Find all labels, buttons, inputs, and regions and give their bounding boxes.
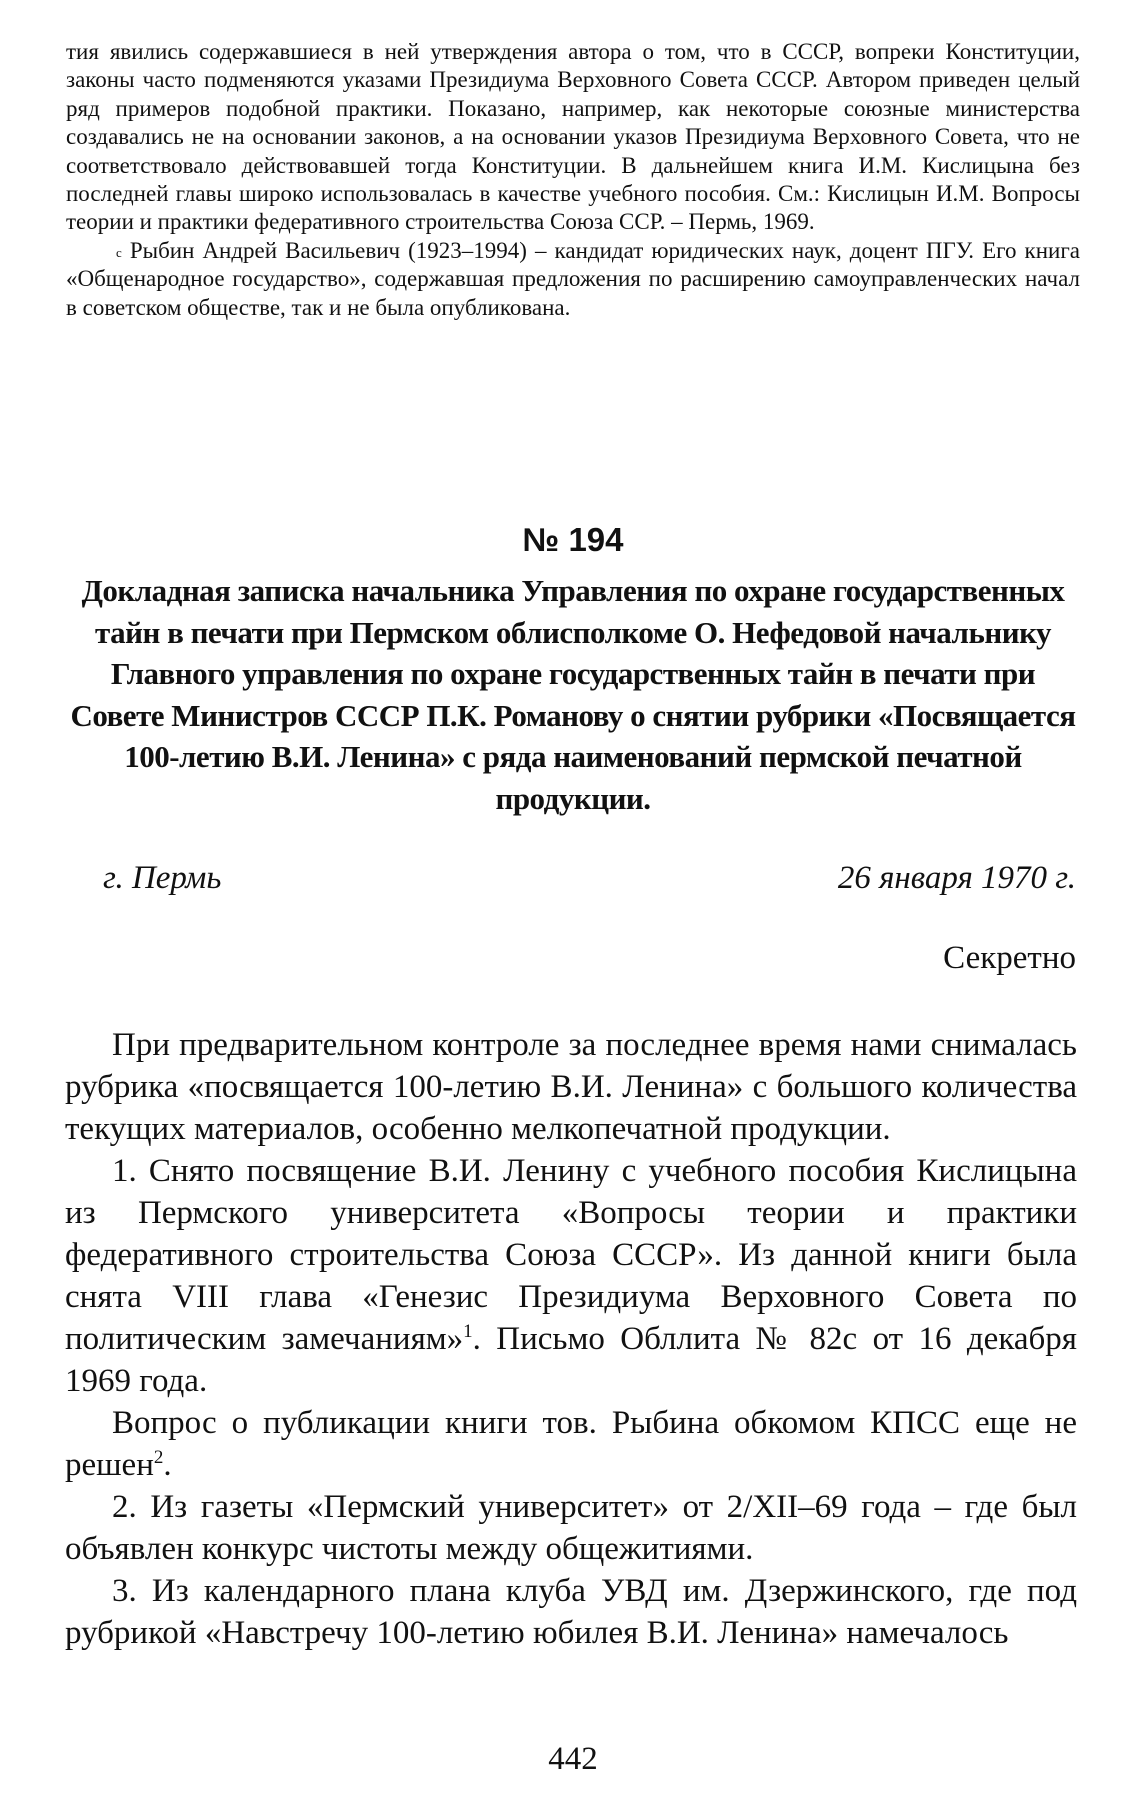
document-date: 26 января 1970 г.	[837, 860, 1076, 896]
document-place: г. Пермь	[103, 860, 222, 896]
footnote-ref-1: 1	[463, 1321, 473, 1342]
body-paragraph-2-text: 1. Снято посвящение В.И. Ленину с учебного пособия Кислицына из Пермского университета «Вопросы теории и практики федеративного строительства Союза СССР». Из данной книги была снята VIII глава «Генезис Президиума Верховного Совета по политическим замечаниям»	[65, 1153, 1077, 1357]
secrecy-stamp: Секретно	[943, 940, 1076, 976]
body-paragraph-4: 2. Из газеты «Пермский университет» от 2/XII–69 года – где был объявлен конкурс чистоты между общежитиями.	[65, 1489, 1077, 1567]
footnotes-block	[66, 38, 1080, 322]
document-body	[65, 1024, 1077, 1654]
document-number: № 194	[522, 521, 624, 558]
body-paragraph-3	[65, 1402, 1077, 1486]
page-number: 442	[548, 1741, 598, 1777]
body-paragraph-1: При предварительном контроле за последнее время нами снималась рубрика «посвящается 100-летию В.И. Ленина» с большого количества текущих материалов, особенно мелкопечатной продукции.	[65, 1027, 1077, 1147]
body-paragraph-2-tail: . Письмо Обллита № 82с от 16 декабря 1969 года.	[65, 1321, 1077, 1399]
footnote-c-text: Рыбин Андрей Васильевич (1923–1994) – кандидат юридических наук, доцент ПГУ. Его книга «Общенародное государство», содержавшая предложения по расширению самоуправленческих начал в советском обществе, так и не была опубликована.	[66, 237, 1080, 320]
footnote-c	[66, 237, 1080, 322]
body-paragraph-3-text: Вопрос о публикации книги тов. Рыбина обкомом КПСС еще не решен	[65, 1405, 1077, 1483]
body-paragraph-5: 3. Из календарного плана клуба УВД им. Дзержинского, где под рубрикой «Навстречу 100-летию юбилея В.И. Ленина» намечалось	[65, 1573, 1077, 1651]
footnote-continuation: тия явились содержавшиеся в ней утверждения автора о том, что в СССР, вопреки Конституции, законы часто подменяются указами Президиума Верховного Совета СССР. Автором приведен целый ряд примеров подобной практики. Показано, например, как некоторые союзные министерства создавались не на основании законов, а на основании указов Президиума Верховного Совета, что не соответствовало действовавшей тогда Конституции. В дальнейшем книга И.М. Кислицына без последней главы широко использовалась в качестве учебного пособия. См.: Кислицын И.М. Вопросы теории и практики федеративного строительства Союза ССР. – Пермь, 1969.	[66, 39, 1080, 235]
body-paragraph-3-tail: .	[163, 1447, 172, 1483]
footnote-ref-2: 2	[153, 1447, 164, 1468]
document-title: Докладная записка начальника Управления по охране государственных тайн в печати при Пермском облисполкоме О. Нефедовой начальнику Главного управления по охране государственных тайн в печати при Совете Министров СССР П.К. Романову о снятии рубрики «Посвящается 100-летию В.И. Ленина» с ряда наименований пермской печатной продукции.	[70, 573, 1076, 816]
footnote-c-marker: с	[116, 244, 122, 260]
body-paragraph-2	[65, 1150, 1077, 1402]
